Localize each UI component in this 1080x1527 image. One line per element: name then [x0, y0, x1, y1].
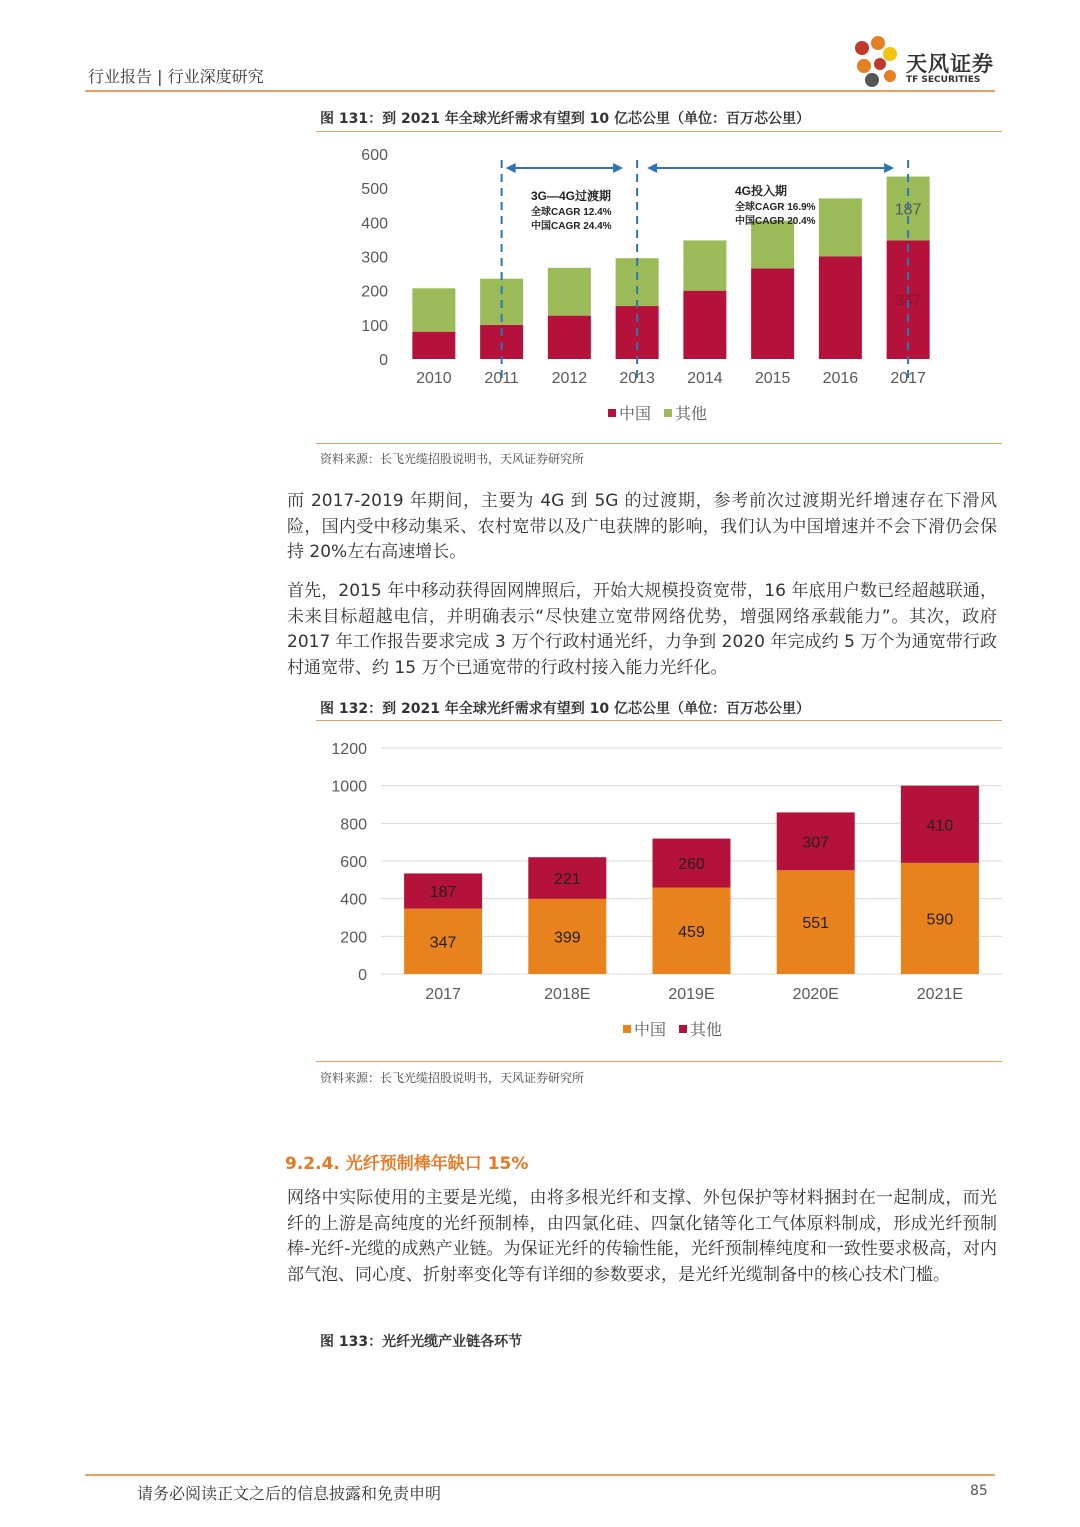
annotation-4g-global: 全球CAGR 16.9% [735, 202, 816, 213]
data-label: 459 [678, 923, 705, 941]
y-tick-label: 600 [340, 854, 367, 871]
legend-label: 其他 [675, 406, 708, 423]
data-label: 551 [802, 915, 830, 933]
x-tick-label: 2019E [668, 986, 715, 1003]
legend-label: 中国 [619, 406, 652, 423]
annotation-4g-china: 中国CAGR 20.4% [735, 216, 816, 227]
legend-swatch [679, 1025, 687, 1033]
legend-label: 中国 [634, 1022, 667, 1039]
bar-中国-2010 [412, 332, 455, 359]
data-label: 187 [429, 884, 457, 902]
legend-swatch [608, 409, 616, 417]
period-arrow-4g-head-left [647, 163, 657, 173]
bar-中国-2015 [751, 268, 794, 359]
data-label: 590 [926, 911, 954, 929]
y-tick-label: 0 [358, 967, 367, 984]
annotation-3g4g-title: 3G—4G过渡期 [531, 189, 612, 203]
figure-131-chart [316, 134, 1002, 440]
y-tick-label: 200 [340, 929, 367, 947]
data-label: 347 [894, 292, 922, 310]
bar-其他-2010 [412, 288, 455, 331]
section-title: 9.2.4. 光纤预制棒年缺口 15% [285, 1154, 529, 1174]
x-tick-label: 2018E [544, 986, 591, 1003]
x-tick-label: 2012 [551, 370, 588, 387]
figure-132-source: 资料来源：长飞光缆招股说明书，天风证券研究所 [320, 1071, 585, 1085]
bar-中国-2014 [683, 291, 726, 359]
x-tick-label: 2016 [822, 370, 859, 387]
figure-131-source: 资料来源：长飞光缆招股说明书，天风证券研究所 [320, 452, 585, 466]
y-tick-label: 600 [361, 147, 388, 164]
y-tick-label: 1200 [331, 741, 367, 758]
logo-petals-icon [850, 34, 906, 90]
x-tick-label: 2011 [484, 370, 519, 387]
annotation-3g4g-china: 中国CAGR 24.4% [531, 221, 612, 232]
bar-中国-2012 [548, 316, 591, 359]
data-label: 399 [553, 929, 581, 947]
bar-其他-2016 [819, 198, 862, 256]
footer-divider [85, 1474, 995, 1476]
figure-132-bottom-rule [316, 1061, 1002, 1062]
annotation-4g-title: 4G投入期 [735, 184, 788, 198]
data-label: 221 [553, 871, 581, 889]
page-number: 85 [970, 1483, 988, 1499]
y-tick-label: 800 [340, 816, 367, 834]
x-tick-label: 2015 [754, 370, 791, 387]
logo-name: 天风证券 [906, 52, 994, 76]
x-tick-label: 2017 [890, 370, 926, 387]
y-tick-label: 0 [379, 352, 388, 369]
paragraph-transition-period: 而 2017-2019 年期间，主要为 4G 到 5G 的过渡期，参考前次过渡期光纤增速存在下滑风险，国内受中移动集采、农村宽带以及广电获牌的影响，我们认为中国增速并不会下滑仍会保持 20%左右高速增长。 [287, 491, 997, 562]
data-label: 347 [429, 934, 457, 952]
y-tick-label: 100 [361, 317, 388, 335]
period-arrow-3g4g-head-right [613, 163, 623, 173]
period-arrow-3g4g-head-left [506, 163, 516, 173]
figure-131-title: 图 131：到 2021 年全球光纤需求有望到 10 亿芯公里（单位：百万芯公里） [320, 111, 811, 127]
logo-subtitle: TF SECURITIES [906, 75, 981, 85]
disclaimer-text: 请务必阅读正文之后的信息披露和免责申明 [137, 1484, 442, 1503]
y-tick-label: 300 [361, 249, 388, 267]
legend-swatch [623, 1025, 631, 1033]
y-tick-label: 1000 [331, 778, 367, 796]
figure-133-title: 图 133：光纤光缆产业链各环节 [320, 1334, 523, 1350]
period-arrow-4g-head-right [884, 163, 894, 173]
legend-swatch [664, 409, 672, 417]
annotation-3g4g-global: 全球CAGR 12.4% [531, 207, 612, 218]
data-label: 187 [894, 201, 922, 219]
figure-131-top-rule [316, 131, 1002, 132]
bar-其他-2012 [548, 268, 591, 316]
figure-131-bottom-rule [316, 443, 1002, 444]
y-tick-label: 200 [361, 283, 388, 301]
y-tick-label: 400 [361, 215, 388, 233]
figure-132-title: 图 132：到 2021 年全球光纤需求有望到 10 亿芯公里（单位：百万芯公里） [320, 701, 811, 717]
figure-132-top-rule [316, 720, 1002, 721]
x-tick-label: 2010 [416, 370, 452, 387]
paragraph-broadband-policy: 首先，2015 年中移动获得固网牌照后，开始大规模投资宽带，16 年底用户数已经超越联通，未来目标超越电信，并明确表示“尽快建立宽带网络优势，增强网络承载能力”。其次，政府 2017 年工作报告要求完成 3 万个行政村通光纤，力争到 2020 年完成约 5 万个为通宽带行政村通宽带、约 15 万个已通宽带的行政村接入能力光纤化。 [287, 581, 997, 678]
bar-其他-2015 [751, 221, 794, 269]
x-tick-label: 2013 [619, 370, 655, 387]
header-divider [85, 90, 995, 92]
bar-其他-2014 [683, 240, 726, 290]
y-tick-label: 500 [361, 181, 388, 199]
bar-中国-2016 [819, 257, 862, 360]
data-label: 410 [926, 817, 954, 835]
x-tick-label: 2020E [792, 986, 839, 1003]
company-logo [850, 34, 1000, 90]
figure-132-chart [316, 730, 1002, 1058]
paragraph-preform-industry: 网络中实际使用的主要是光缆，由将多根光纤和支撑、外包保护等材料捆封在一起制成，而光纤的上游是高纯度的光纤预制棒，由四氯化硅、四氯化锗等化工气体原料制成，形成光纤预制棒-光纤-光缆的成熟产业链。为保证光纤的传输性能，光纤预制棒纯度和一致性要求极高，对内部气泡、同心度、折射率变化等有详细的参数要求，是光纤光缆制备中的核心技术门槛。 [287, 1188, 997, 1285]
x-tick-label: 2021E [916, 986, 964, 1003]
y-tick-label: 400 [340, 891, 367, 909]
legend-label: 其他 [690, 1022, 723, 1039]
data-label: 307 [802, 834, 830, 852]
x-tick-label: 2017 [425, 986, 461, 1003]
x-tick-label: 2014 [687, 370, 723, 387]
report-header: 行业报告 | 行业深度研究 [88, 67, 264, 86]
data-label: 260 [678, 856, 705, 874]
